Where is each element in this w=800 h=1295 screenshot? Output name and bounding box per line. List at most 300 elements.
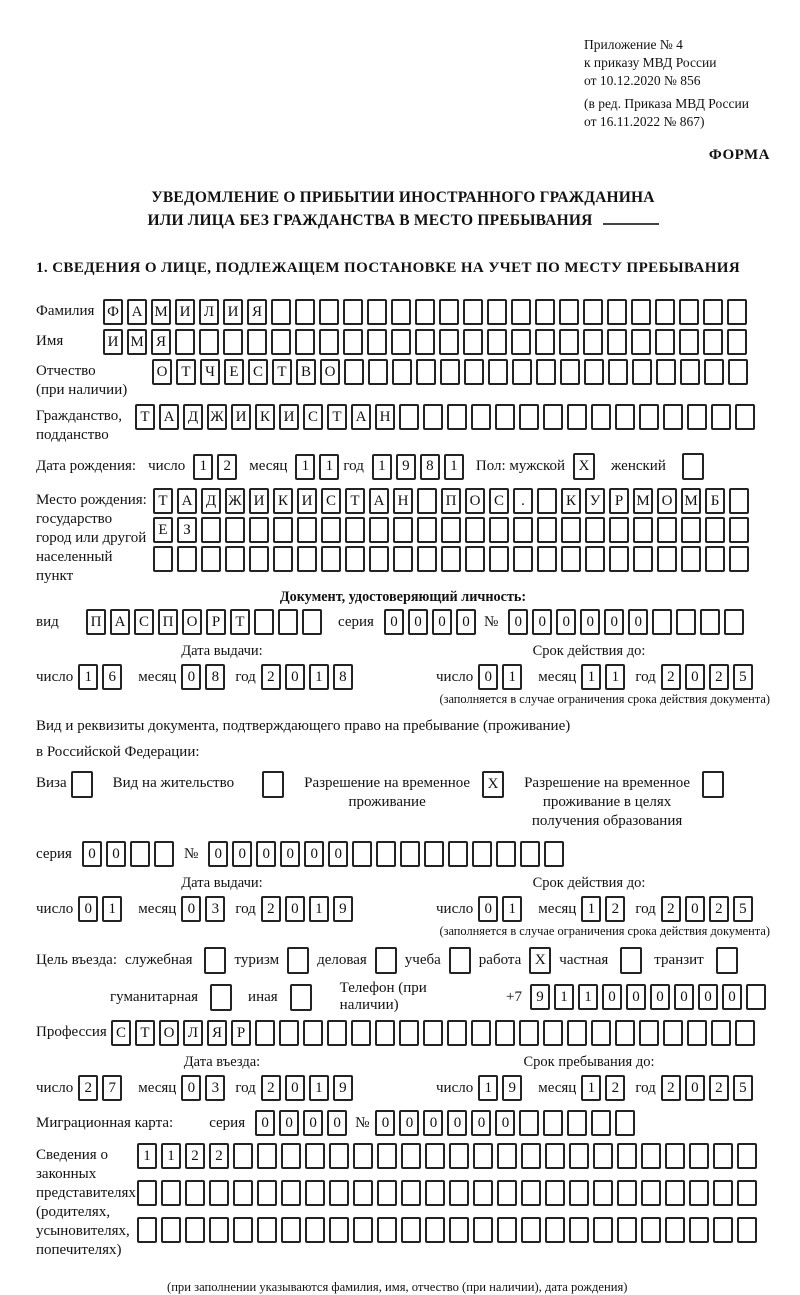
form-cell[interactable] [519, 404, 539, 430]
form-cell[interactable] [257, 1217, 277, 1243]
form-cell[interactable] [711, 404, 731, 430]
form-cell[interactable] [273, 546, 293, 572]
form-cell[interactable] [225, 517, 245, 543]
form-cell[interactable]: 2 [709, 1075, 729, 1101]
form-cell[interactable]: К [273, 488, 293, 514]
form-cell[interactable]: 0 [432, 609, 452, 635]
form-cell[interactable] [511, 329, 531, 355]
form-cell[interactable]: 1 [372, 454, 392, 480]
form-cell[interactable] [297, 546, 317, 572]
form-cell[interactable] [727, 299, 747, 325]
form-cell[interactable] [377, 1180, 397, 1206]
form-cell[interactable]: 0 [181, 1075, 201, 1101]
form-cell[interactable]: . [513, 488, 533, 514]
form-cell[interactable]: 9 [333, 1075, 353, 1101]
form-cell[interactable] [583, 329, 603, 355]
form-cell[interactable] [297, 517, 317, 543]
form-cell[interactable] [591, 1110, 611, 1136]
form-cell[interactable] [199, 329, 219, 355]
form-cell[interactable]: А [369, 488, 389, 514]
temp-permit-checkbox[interactable]: X [482, 771, 504, 798]
form-cell[interactable]: 0 [698, 984, 718, 1010]
form-cell[interactable] [737, 1180, 757, 1206]
form-cell[interactable]: И [231, 404, 251, 430]
form-cell[interactable]: О [657, 488, 677, 514]
form-cell[interactable] [399, 404, 419, 430]
purpose-other-checkbox[interactable] [290, 984, 312, 1011]
form-cell[interactable]: О [320, 359, 340, 385]
form-cell[interactable]: Т [272, 359, 292, 385]
form-cell[interactable] [631, 329, 651, 355]
form-cell[interactable] [543, 1020, 563, 1046]
form-cell[interactable] [655, 299, 675, 325]
form-cell[interactable] [233, 1180, 253, 1206]
form-cell[interactable] [700, 609, 720, 635]
form-cell[interactable] [665, 1143, 685, 1169]
form-cell[interactable]: 0 [280, 841, 300, 867]
form-cell[interactable] [746, 984, 766, 1010]
form-cell[interactable]: Б [705, 488, 725, 514]
form-cell[interactable] [713, 1143, 733, 1169]
form-cell[interactable] [447, 404, 467, 430]
form-cell[interactable] [463, 299, 483, 325]
form-cell[interactable] [225, 546, 245, 572]
form-cell[interactable] [561, 546, 581, 572]
form-cell[interactable] [607, 299, 627, 325]
form-cell[interactable]: 2 [709, 896, 729, 922]
form-cell[interactable] [711, 1020, 731, 1046]
form-cell[interactable] [392, 359, 412, 385]
form-cell[interactable]: 8 [333, 664, 353, 690]
form-cell[interactable] [223, 329, 243, 355]
form-cell[interactable] [448, 841, 468, 867]
form-cell[interactable] [271, 299, 291, 325]
form-cell[interactable]: Т [135, 1020, 155, 1046]
form-cell[interactable] [519, 1110, 539, 1136]
form-cell[interactable]: 0 [532, 609, 552, 635]
form-cell[interactable] [369, 517, 389, 543]
form-cell[interactable] [305, 1217, 325, 1243]
form-cell[interactable]: 9 [502, 1075, 522, 1101]
form-cell[interactable] [679, 299, 699, 325]
form-cell[interactable] [327, 1020, 347, 1046]
form-cell[interactable]: 0 [208, 841, 228, 867]
form-cell[interactable] [464, 359, 484, 385]
form-cell[interactable] [440, 359, 460, 385]
form-cell[interactable] [512, 359, 532, 385]
form-cell[interactable]: П [158, 609, 178, 635]
form-cell[interactable] [321, 517, 341, 543]
form-cell[interactable] [209, 1180, 229, 1206]
form-cell[interactable] [473, 1143, 493, 1169]
form-cell[interactable] [585, 546, 605, 572]
form-cell[interactable]: 1 [319, 454, 339, 480]
form-cell[interactable]: 0 [181, 896, 201, 922]
form-cell[interactable] [209, 1217, 229, 1243]
form-cell[interactable] [737, 1143, 757, 1169]
form-cell[interactable]: 1 [478, 1075, 498, 1101]
form-cell[interactable] [368, 359, 388, 385]
form-cell[interactable]: 0 [628, 609, 648, 635]
form-cell[interactable] [728, 359, 748, 385]
sex-male-checkbox[interactable]: X [573, 453, 595, 480]
form-cell[interactable]: 0 [580, 609, 600, 635]
form-cell[interactable]: Т [327, 404, 347, 430]
form-cell[interactable] [689, 1180, 709, 1206]
form-cell[interactable] [703, 299, 723, 325]
form-cell[interactable]: С [134, 609, 154, 635]
form-cell[interactable]: 0 [495, 1110, 515, 1136]
form-cell[interactable] [352, 841, 372, 867]
form-cell[interactable]: 2 [605, 896, 625, 922]
form-cell[interactable] [689, 1143, 709, 1169]
form-cell[interactable] [593, 1217, 613, 1243]
form-cell[interactable]: 2 [261, 1075, 281, 1101]
form-cell[interactable] [585, 517, 605, 543]
form-cell[interactable] [489, 546, 509, 572]
form-cell[interactable] [641, 1180, 661, 1206]
form-cell[interactable] [154, 841, 174, 867]
form-cell[interactable]: 1 [578, 984, 598, 1010]
form-cell[interactable] [463, 329, 483, 355]
form-cell[interactable] [303, 1020, 323, 1046]
form-cell[interactable] [519, 1020, 539, 1046]
form-cell[interactable] [615, 1020, 635, 1046]
form-cell[interactable] [153, 546, 173, 572]
form-cell[interactable] [439, 329, 459, 355]
form-cell[interactable]: 0 [556, 609, 576, 635]
form-cell[interactable]: Л [183, 1020, 203, 1046]
form-cell[interactable] [247, 329, 267, 355]
form-cell[interactable] [536, 359, 556, 385]
form-cell[interactable] [521, 1180, 541, 1206]
form-cell[interactable]: 1 [102, 896, 122, 922]
form-cell[interactable]: 0 [478, 664, 498, 690]
form-cell[interactable] [329, 1180, 349, 1206]
form-cell[interactable]: И [279, 404, 299, 430]
form-cell[interactable]: С [248, 359, 268, 385]
form-cell[interactable]: Ф [103, 299, 123, 325]
form-cell[interactable] [724, 609, 744, 635]
form-cell[interactable] [185, 1180, 205, 1206]
form-cell[interactable] [495, 404, 515, 430]
purpose-business-checkbox[interactable] [375, 947, 397, 974]
form-cell[interactable]: Р [206, 609, 226, 635]
form-cell[interactable]: 2 [78, 1075, 98, 1101]
form-cell[interactable]: 9 [396, 454, 416, 480]
form-cell[interactable]: Р [231, 1020, 251, 1046]
form-cell[interactable]: 0 [256, 841, 276, 867]
form-cell[interactable]: 8 [420, 454, 440, 480]
form-cell[interactable] [319, 329, 339, 355]
form-cell[interactable]: 0 [304, 841, 324, 867]
form-cell[interactable] [367, 329, 387, 355]
form-cell[interactable] [302, 609, 322, 635]
form-cell[interactable] [161, 1217, 181, 1243]
form-cell[interactable]: Ж [225, 488, 245, 514]
edu-permit-checkbox[interactable] [702, 771, 724, 798]
form-cell[interactable] [569, 1180, 589, 1206]
form-cell[interactable] [488, 359, 508, 385]
form-cell[interactable]: С [111, 1020, 131, 1046]
form-cell[interactable] [375, 1020, 395, 1046]
form-cell[interactable] [676, 609, 696, 635]
form-cell[interactable]: 1 [193, 454, 213, 480]
form-cell[interactable] [615, 404, 635, 430]
form-cell[interactable]: 6 [102, 664, 122, 690]
form-cell[interactable]: 0 [279, 1110, 299, 1136]
form-cell[interactable] [641, 1217, 661, 1243]
form-cell[interactable] [473, 1217, 493, 1243]
form-cell[interactable]: 1 [309, 664, 329, 690]
form-cell[interactable]: И [175, 299, 195, 325]
form-cell[interactable] [569, 1143, 589, 1169]
form-cell[interactable]: Р [609, 488, 629, 514]
form-cell[interactable] [319, 299, 339, 325]
form-cell[interactable] [545, 1143, 565, 1169]
form-cell[interactable] [465, 546, 485, 572]
form-cell[interactable]: 2 [661, 664, 681, 690]
form-cell[interactable] [567, 1020, 587, 1046]
form-cell[interactable]: И [223, 299, 243, 325]
form-cell[interactable] [521, 1217, 541, 1243]
visa-checkbox[interactable] [71, 771, 93, 798]
form-cell[interactable] [257, 1180, 277, 1206]
form-cell[interactable] [591, 1020, 611, 1046]
form-cell[interactable]: 1 [444, 454, 464, 480]
purpose-transit-checkbox[interactable] [716, 947, 738, 974]
form-cell[interactable]: У [585, 488, 605, 514]
form-cell[interactable]: Т [345, 488, 365, 514]
form-cell[interactable] [393, 517, 413, 543]
form-cell[interactable] [561, 517, 581, 543]
form-cell[interactable] [593, 1180, 613, 1206]
form-cell[interactable] [273, 517, 293, 543]
form-cell[interactable] [727, 329, 747, 355]
form-cell[interactable] [633, 517, 653, 543]
form-cell[interactable] [449, 1217, 469, 1243]
form-cell[interactable]: 9 [530, 984, 550, 1010]
form-cell[interactable]: 2 [661, 1075, 681, 1101]
form-cell[interactable] [447, 1020, 467, 1046]
form-cell[interactable]: З [177, 517, 197, 543]
form-cell[interactable] [425, 1143, 445, 1169]
form-cell[interactable]: 0 [604, 609, 624, 635]
form-cell[interactable]: 0 [602, 984, 622, 1010]
form-cell[interactable] [201, 546, 221, 572]
form-cell[interactable] [681, 546, 701, 572]
form-cell[interactable] [489, 517, 509, 543]
form-cell[interactable]: 1 [309, 1075, 329, 1101]
form-cell[interactable] [535, 329, 555, 355]
form-cell[interactable]: А [351, 404, 371, 430]
form-cell[interactable]: 0 [626, 984, 646, 1010]
form-cell[interactable] [497, 1143, 517, 1169]
form-cell[interactable] [713, 1217, 733, 1243]
form-cell[interactable] [399, 1020, 419, 1046]
form-cell[interactable] [233, 1217, 253, 1243]
form-cell[interactable] [393, 546, 413, 572]
form-cell[interactable]: А [110, 609, 130, 635]
form-cell[interactable] [233, 1143, 253, 1169]
form-cell[interactable] [344, 359, 364, 385]
form-cell[interactable] [424, 841, 444, 867]
form-cell[interactable] [343, 299, 363, 325]
form-cell[interactable]: 0 [674, 984, 694, 1010]
form-cell[interactable] [401, 1217, 421, 1243]
form-cell[interactable]: О [182, 609, 202, 635]
form-cell[interactable] [369, 546, 389, 572]
form-cell[interactable]: 9 [333, 896, 353, 922]
form-cell[interactable] [465, 517, 485, 543]
form-cell[interactable] [537, 546, 557, 572]
form-cell[interactable]: 0 [447, 1110, 467, 1136]
form-cell[interactable] [471, 404, 491, 430]
form-cell[interactable] [417, 546, 437, 572]
form-cell[interactable] [377, 1143, 397, 1169]
form-cell[interactable] [513, 517, 533, 543]
form-cell[interactable] [609, 517, 629, 543]
form-cell[interactable]: Д [183, 404, 203, 430]
form-cell[interactable]: Ч [200, 359, 220, 385]
form-cell[interactable] [487, 299, 507, 325]
form-cell[interactable] [511, 299, 531, 325]
form-cell[interactable]: 2 [217, 454, 237, 480]
form-cell[interactable] [737, 1217, 757, 1243]
form-cell[interactable] [376, 841, 396, 867]
form-cell[interactable]: 2 [209, 1143, 229, 1169]
form-cell[interactable] [415, 329, 435, 355]
form-cell[interactable] [423, 1020, 443, 1046]
form-cell[interactable] [472, 841, 492, 867]
form-cell[interactable] [345, 517, 365, 543]
form-cell[interactable] [351, 1020, 371, 1046]
purpose-study-checkbox[interactable] [449, 947, 471, 974]
form-cell[interactable]: 0 [471, 1110, 491, 1136]
form-cell[interactable] [175, 329, 195, 355]
form-cell[interactable]: 0 [232, 841, 252, 867]
form-cell[interactable] [295, 299, 315, 325]
form-cell[interactable]: 0 [722, 984, 742, 1010]
form-cell[interactable] [353, 1217, 373, 1243]
form-cell[interactable]: М [681, 488, 701, 514]
form-cell[interactable]: 0 [255, 1110, 275, 1136]
form-cell[interactable] [439, 299, 459, 325]
form-cell[interactable] [254, 609, 274, 635]
form-cell[interactable] [537, 488, 557, 514]
form-cell[interactable] [329, 1217, 349, 1243]
form-cell[interactable] [665, 1180, 685, 1206]
form-cell[interactable] [705, 517, 725, 543]
form-cell[interactable] [584, 359, 604, 385]
form-cell[interactable]: Е [153, 517, 173, 543]
form-cell[interactable]: О [465, 488, 485, 514]
form-cell[interactable] [305, 1143, 325, 1169]
form-cell[interactable] [495, 1020, 515, 1046]
form-cell[interactable] [617, 1180, 637, 1206]
form-cell[interactable] [689, 1217, 709, 1243]
form-cell[interactable] [639, 404, 659, 430]
form-cell[interactable] [343, 329, 363, 355]
form-cell[interactable]: Н [375, 404, 395, 430]
form-cell[interactable] [665, 1217, 685, 1243]
form-cell[interactable] [161, 1180, 181, 1206]
form-cell[interactable] [520, 841, 540, 867]
form-cell[interactable] [281, 1217, 301, 1243]
form-cell[interactable]: 2 [605, 1075, 625, 1101]
form-cell[interactable] [416, 359, 436, 385]
form-cell[interactable] [545, 1217, 565, 1243]
form-cell[interactable]: 0 [285, 1075, 305, 1101]
form-cell[interactable]: 0 [423, 1110, 443, 1136]
form-cell[interactable] [249, 517, 269, 543]
form-cell[interactable] [441, 546, 461, 572]
form-cell[interactable] [631, 299, 651, 325]
form-cell[interactable] [391, 299, 411, 325]
form-cell[interactable] [415, 299, 435, 325]
form-cell[interactable]: С [489, 488, 509, 514]
form-cell[interactable] [593, 1143, 613, 1169]
form-cell[interactable]: С [303, 404, 323, 430]
form-cell[interactable] [652, 609, 672, 635]
form-cell[interactable]: 0 [508, 609, 528, 635]
form-cell[interactable] [567, 1110, 587, 1136]
form-cell[interactable] [680, 359, 700, 385]
form-cell[interactable]: Т [153, 488, 173, 514]
form-cell[interactable]: А [177, 488, 197, 514]
form-cell[interactable] [417, 488, 437, 514]
form-cell[interactable] [729, 517, 749, 543]
form-cell[interactable] [545, 1180, 565, 1206]
form-cell[interactable] [400, 841, 420, 867]
form-cell[interactable] [130, 841, 150, 867]
form-cell[interactable]: Т [230, 609, 250, 635]
form-cell[interactable] [569, 1217, 589, 1243]
form-cell[interactable] [583, 299, 603, 325]
form-cell[interactable] [713, 1180, 733, 1206]
form-cell[interactable]: 1 [78, 664, 98, 690]
form-cell[interactable]: 7 [102, 1075, 122, 1101]
form-cell[interactable] [295, 329, 315, 355]
form-cell[interactable] [417, 517, 437, 543]
form-cell[interactable] [281, 1143, 301, 1169]
form-cell[interactable] [641, 1143, 661, 1169]
form-cell[interactable] [657, 546, 677, 572]
form-cell[interactable] [537, 517, 557, 543]
form-cell[interactable]: 1 [502, 896, 522, 922]
form-cell[interactable]: 0 [285, 664, 305, 690]
form-cell[interactable] [657, 517, 677, 543]
form-cell[interactable]: 0 [82, 841, 102, 867]
form-cell[interactable]: Т [176, 359, 196, 385]
form-cell[interactable] [279, 1020, 299, 1046]
form-cell[interactable] [441, 517, 461, 543]
form-cell[interactable] [705, 546, 725, 572]
residence-permit-checkbox[interactable] [262, 771, 284, 798]
form-cell[interactable] [729, 546, 749, 572]
form-cell[interactable]: 2 [261, 664, 281, 690]
form-cell[interactable]: 0 [650, 984, 670, 1010]
form-cell[interactable] [633, 546, 653, 572]
form-cell[interactable] [425, 1217, 445, 1243]
form-cell[interactable]: 2 [661, 896, 681, 922]
sex-female-checkbox[interactable] [682, 453, 704, 480]
form-cell[interactable]: 1 [581, 896, 601, 922]
form-cell[interactable]: К [561, 488, 581, 514]
purpose-work-checkbox[interactable]: X [529, 947, 551, 974]
form-cell[interactable]: С [321, 488, 341, 514]
form-cell[interactable]: 0 [456, 609, 476, 635]
